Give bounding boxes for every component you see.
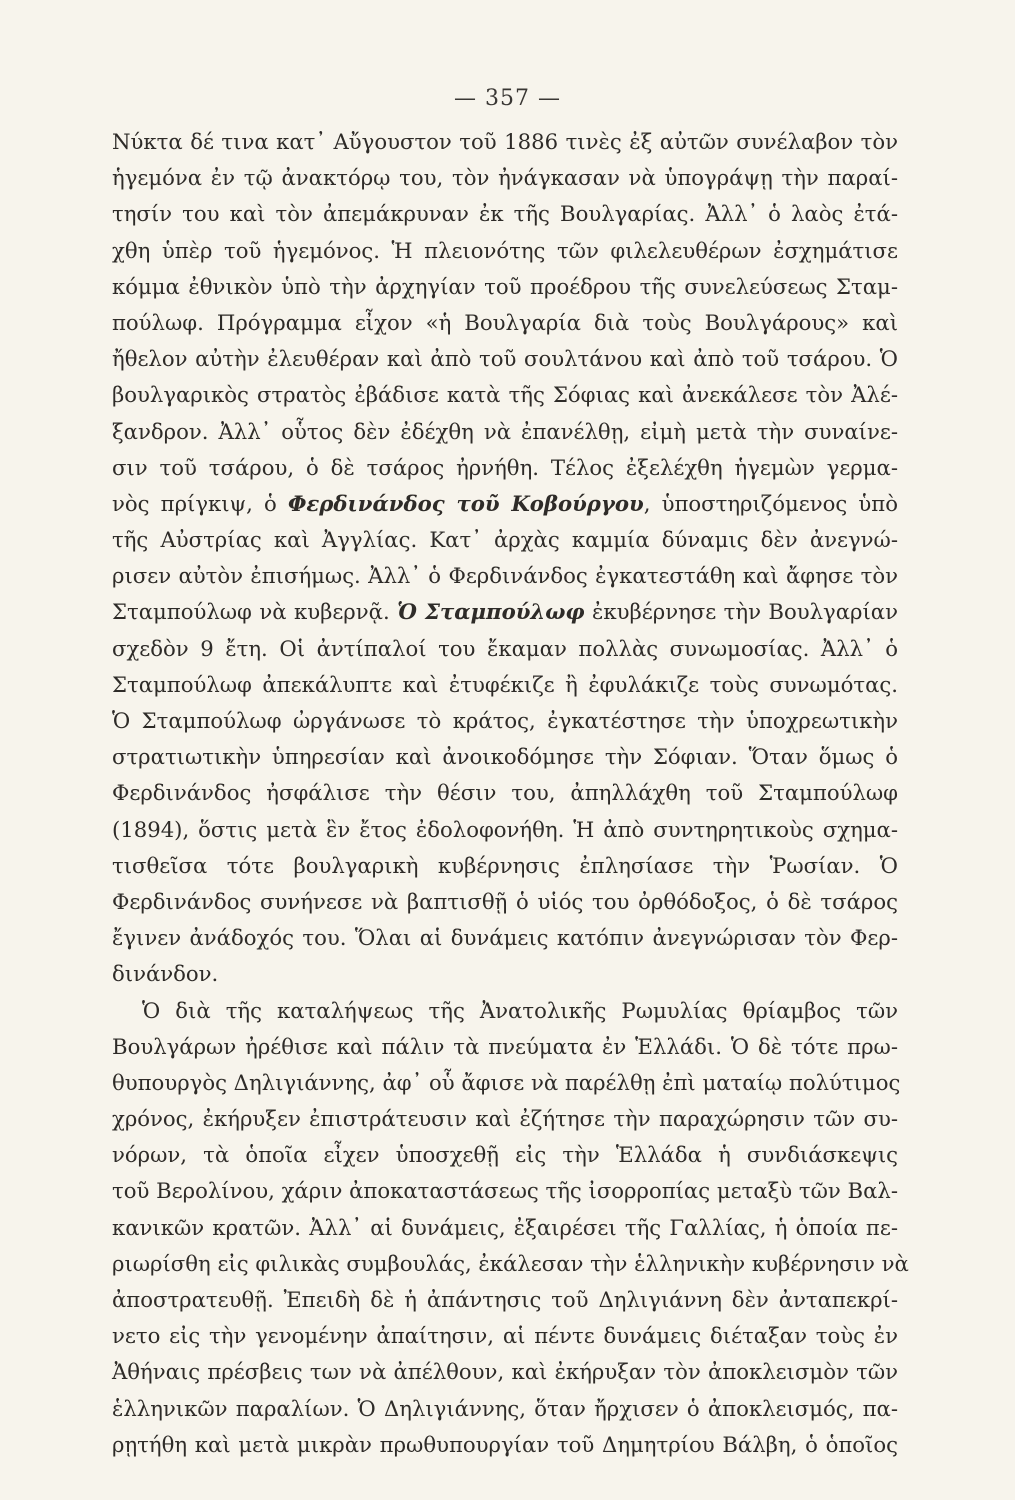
emphasized-name: Ὁ Σταμπούλωφ [397, 599, 585, 625]
body-text [112, 124, 909, 1463]
text-line: τοῦ Βερολίνου, χάριν ἀποκαταστάσεως τῆς ἰσορροπίας μεταξὺ τῶν Βαλ- [112, 1178, 898, 1204]
text-line: ἑλληνικῶν παραλίων. Ὁ Δηλιγιάννης, ὅταν ἤρχισεν ὁ ἀποκλεισμός, πα- [112, 1395, 898, 1421]
text-line: (1894), ὅστις μετὰ ἓν ἔτος ἐδολοφονήθη. Ἡ ἀπὸ συντηρητικοὺς σχημα- [112, 816, 898, 842]
text-line: Ἀθήναις πρέσβεις των νὰ ἀπέλθουν, καὶ ἐκήρυξαν τὸν ἀποκλεισμὸν τῶν [112, 1359, 898, 1385]
paragraph-2 [112, 993, 909, 1463]
text-line: τησίν του καὶ τὸν ἀπεμάκρυναν ἐκ τῆς Βουλγαρίας. Ἀλλ᾽ ὁ λαὸς ἐτά- [112, 201, 898, 227]
text-line: Φερδινάνδος ἠσφάλισε τὴν θέσιν του, ἀπηλλάχθη τοῦ Σταμπούλωφ [112, 780, 898, 806]
text-line: σιν τοῦ τσάρου, ὁ δὲ τσάρος ἠρνήθη. Τέλος ἐξελέχθη ἡγεμὼν γερμα- [112, 454, 898, 480]
text-line: Βουλγάρων ἠρέθισε καὶ πάλιν τὰ πνεύματα ἐν Ἑλλάδι. Ὁ δὲ τότε πρω- [112, 1033, 898, 1059]
text-line: Φερδινάνδος συνήνεσε νὰ βαπτισθῇ ὁ υἱός του ὀρθόδοξος, ὁ δὲ τσάρος [112, 888, 898, 914]
text-line: στρατιωτικὴν ὑπηρεσίαν καὶ ἀνοικοδόμησε τὴν Σόφιαν. Ὅταν ὅμως ὁ [112, 744, 898, 770]
text-line: σχεδὸν 9 ἔτη. Οἱ ἀντίπαλοί του ἔκαμαν πολλὰς συνωμοσίας. Ἀλλ᾽ ὁ [112, 635, 898, 661]
page-number: — 357 — [454, 86, 561, 111]
line-tail: ἐκυβέρνησε τὴν Βουλγαρίαν [584, 599, 898, 625]
text-line: ἔγινεν ἀνάδοχός του. Ὅλαι αἱ δυνάμεις κατόπιν ἀνεγνώρισαν τὸν Φερ- [112, 925, 898, 951]
emphasized-name: Φερδινάνδος τοῦ Κοβούργου [287, 490, 644, 516]
text-line: θυπουργὸς Δηλιγιάννης, ἀφ᾽ οὗ ἄφισε νὰ παρέλθῃ ἐπὶ ματαίῳ πολύτιμος [112, 1069, 901, 1095]
text-line: Ὁ Σταμπούλωφ ὠργάνωσε τὸ κράτος, ἐγκατέστησε τὴν ὑποχρεωτικὴν [112, 708, 898, 733]
line-lead: Σταμπούλωφ νὰ κυβερνᾷ. [112, 599, 398, 625]
line-lead: νὸς πρίγκιψ, ὁ [112, 490, 288, 516]
text-line: ἀποστρατευθῇ. Ἐπειδὴ δὲ ἡ ἀπάντησις τοῦ Δηλιγιάννη δὲν ἀνταπεκρί- [112, 1287, 898, 1312]
text-line: τῆς Αὐστρίας καὶ Ἀγγλίας. Κατ᾽ ἀρχὰς καμμία δύναμις δὲν ἀνεγνώ- [112, 527, 898, 553]
text-line: κόμμα ἐθνικὸν ὑπὸ τὴν ἀρχηγίαν τοῦ προέδρου τῆς συνελεύσεως Σταμ- [112, 273, 898, 299]
text-line-with-emphasis [112, 594, 898, 630]
text-line: ρισεν αὐτὸν ἐπισήμως. Ἀλλ᾽ ὁ Φερδινάνδος ἐγκατεστάθη καὶ ἄφησε τὸν [112, 563, 898, 589]
text-line: δινάνδον. [112, 961, 219, 987]
text-line: ἡγεμόνα ἐν τῷ ἀνακτόρῳ του, τὸν ἠνάγκασαν νὰ ὑπογράψῃ τὴν παραί- [112, 165, 898, 191]
text-line: χρόνος, ἐκήρυξεν ἐπιστράτευσιν καὶ ἐζήτησε τὴν παραχώρησιν τῶν συ- [112, 1106, 898, 1132]
paragraph-1 [112, 124, 898, 993]
text-line: ριωρίσθη εἰς φιλικὰς συμβουλάς, ἐκάλεσαν τὴν ἑλληνικὴν κυβέρνησιν νὰ [112, 1250, 909, 1276]
text-line: τισθεῖσα τότε βουλγαρικὴ κυβέρνησις ἐπλησίασε τὴν Ῥωσίαν. Ὁ [112, 852, 898, 878]
text-line: νόρων, τὰ ὁποῖα εἶχεν ὑποσχεθῇ εἰς τὴν Ἑλλάδα ἡ συνδιάσκεψις [112, 1142, 898, 1168]
text-line: πούλωφ. Πρόγραμμα εἶχον «ἡ Βουλγαρία διὰ τοὺς Βουλγάρους» καὶ [112, 309, 898, 335]
text-line: βουλγαρικὸς στρατὸς ἐβάδισε κατὰ τῆς Σόφιας καὶ ἀνεκάλεσε τὸν Ἀλέ- [112, 382, 898, 408]
text-line: χθη ὑπὲρ τοῦ ἡγεμόνος. Ἡ πλειονότης τῶν φιλελευθέρων ἐσχημάτισε [112, 237, 898, 263]
text-line: νετο εἰς τὴν γενομένην ἀπαίτησιν, αἱ πέντε δυνάμεις διέταξαν τοὺς ἐν [112, 1323, 898, 1349]
text-line: κανικῶν κρατῶν. Ἀλλ᾽ αἱ δυνάμεις, ἐξαιρέσει τῆς Γαλλίας, ἡ ὁποία πε- [112, 1214, 898, 1240]
text-line-with-emphasis [112, 486, 898, 522]
text-line: ρῃτήθη καὶ μετὰ μικρὰν πρωθυπουργίαν τοῦ Δημητρίου Βάλβη, ὁ ὁποῖος [112, 1431, 898, 1457]
text-line: Ὁ διὰ τῆς καταλήψεως τῆς Ἀνατολικῆς Ρωμυλίας θρίαμβος τῶν [142, 997, 898, 1023]
text-line: ἤθελον αὐτὴν ἐλευθέραν καὶ ἀπὸ τοῦ σουλτάνου καὶ ἀπὸ τοῦ τσάρου. Ὁ [112, 346, 898, 372]
text-line: ξανδρον. Ἀλλ᾽ οὗτος δὲν ἐδέχθη νὰ ἐπανέλθῃ, εἰμὴ μετὰ τὴν συναίνε- [112, 418, 898, 444]
text-line: Σταμπούλωφ ἀπεκάλυπτε καὶ ἐτυφέκιζε ἢ ἐφυλάκιζε τοὺς συνωμότας. [112, 671, 898, 697]
text-line: Νύκτα δέ τινα κατ᾽ Αὔγουστον τοῦ 1886 τινὲς ἐξ αὐτῶν συνέλαβον τὸν [112, 129, 898, 154]
line-tail: , ὑποστηριζόμενος ὑπὸ [643, 490, 898, 516]
